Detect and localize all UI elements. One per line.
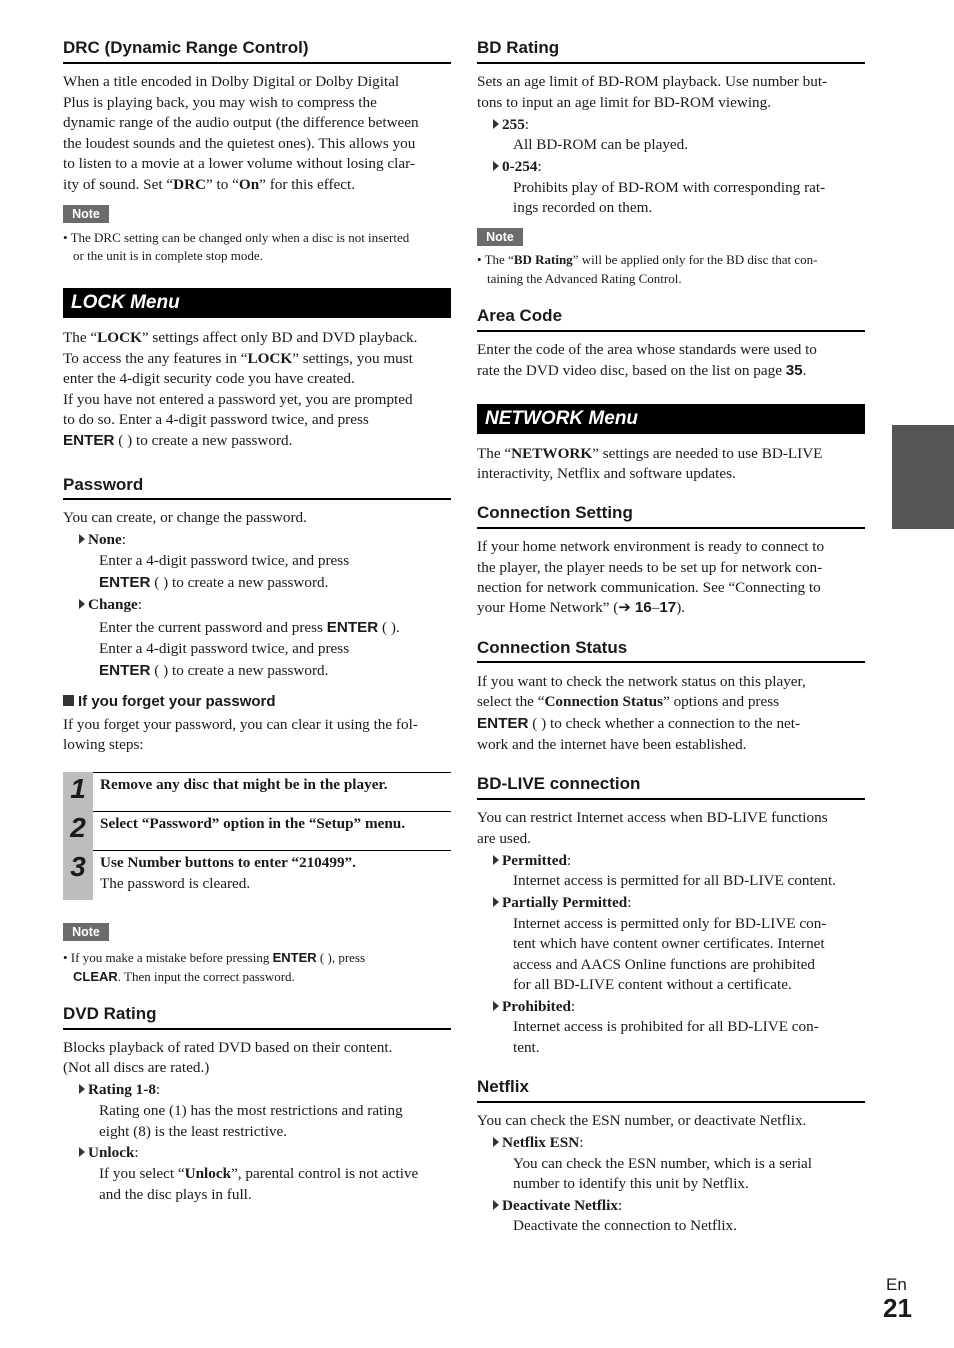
step — [63, 772, 451, 811]
bdlive-text: are used. — [477, 830, 531, 847]
page-ref: 35 — [785, 362, 803, 379]
triangle-icon — [493, 897, 499, 907]
divider — [63, 1028, 451, 1030]
lock-line: ENTER ( ) to create a new password. — [63, 431, 293, 449]
option-text: Enter a 4-digit password twice, and press — [99, 640, 350, 657]
dvd-heading: DVD Rating — [63, 1004, 157, 1023]
triangle-icon — [493, 1001, 499, 1011]
triangle-icon — [79, 1084, 85, 1094]
step — [63, 850, 451, 900]
triangle-icon — [493, 161, 499, 171]
conn-text: nection for network communication. See “Connecting to — [477, 579, 821, 596]
option-text: Internet access is permitted only for BD-LIVE con- — [513, 915, 827, 932]
option-netflix-esn: Netflix ESN: — [493, 1133, 583, 1154]
lock-line: enter the 4-digit security code you have created. — [63, 370, 355, 388]
divider — [477, 661, 865, 663]
option-0-254: 0-254: — [493, 157, 542, 178]
note-label: Note — [477, 228, 523, 246]
option-text: and the disc plays in full. — [99, 1186, 252, 1203]
conn-text: If your home network environment is ready to connect to — [477, 538, 825, 555]
connection-setting-heading: Connection Setting — [477, 503, 633, 522]
triangle-icon — [79, 599, 85, 609]
option-text: Deactivate the connection to Netflix. — [513, 1217, 737, 1234]
bdlive-heading: BD-LIVE connection — [477, 774, 641, 793]
option-text: If you select “Unlock”, parental control is not active — [99, 1165, 419, 1182]
note-label: Note — [63, 923, 109, 941]
conn-text: your Home Network” (➔ 16–17). — [477, 599, 686, 616]
note-label: Note — [63, 205, 109, 223]
area-heading: Area Code — [477, 306, 563, 325]
divider — [477, 330, 865, 332]
triangle-icon — [493, 1137, 499, 1147]
option-text: Enter the current password and press ENTER ( ). — [99, 619, 400, 636]
option-text: tent. — [513, 1039, 540, 1056]
triangle-icon — [79, 1147, 85, 1157]
drc-line: the loudest sounds and the quietest ones). This allows you — [63, 134, 416, 152]
option-text: You can check the ESN number, which is a serial — [513, 1155, 812, 1172]
option-text: Internet access is permitted for all BD-LIVE content. — [513, 872, 837, 889]
triangle-icon — [493, 1200, 499, 1210]
status-text: select the “Connection Status” options and press — [477, 693, 780, 710]
option-text: for all BD-LIVE content without a certificate. — [513, 976, 792, 993]
note-text: • The “BD Rating” will be applied only for the BD disc that con- — [477, 252, 818, 267]
square-bullet-icon — [63, 695, 74, 706]
bd-text: tons to input an age limit for BD-ROM viewing. — [477, 94, 772, 111]
network-text: interactivity, Netflix and software updates. — [477, 465, 736, 482]
option-deactivate-netflix: Deactivate Netflix: — [493, 1196, 622, 1217]
option-text: ings recorded on them. — [513, 199, 653, 216]
option-text: Internet access is prohibited for all BD-LIVE con- — [513, 1018, 819, 1035]
note-text: • If you make a mistake before pressing ENTER ( ), press — [63, 950, 366, 965]
divider — [63, 498, 451, 500]
area-text: Enter the code of the area whose standards were used to — [477, 341, 817, 358]
option-partially-permitted: Partially Permitted: — [493, 893, 631, 914]
step-text: Select “Password” option in the “Setup” menu. — [100, 815, 406, 832]
page-number: 21 — [883, 1293, 912, 1323]
drc-line: When a title encoded in Dolby Digital or Dolby Digital — [63, 73, 400, 90]
option-prohibited: Prohibited: — [493, 997, 575, 1018]
language-label: En — [886, 1275, 907, 1294]
option-permitted: Permitted: — [493, 851, 571, 872]
lock-line: The “LOCK” settings affect only BD and DVD playback. — [63, 329, 418, 346]
option-change: Change: — [79, 595, 142, 616]
lock-line: If you have not entered a password yet, you are prompted — [63, 390, 413, 408]
note-text: CLEAR. Then input the correct password. — [73, 969, 295, 984]
option-text: Prohibits play of BD-ROM with corresponding rat- — [513, 179, 826, 196]
lock-line: to do so. Enter a 4-digit password twice, and press — [63, 411, 369, 429]
step-text: Remove any disc that might be in the player. — [100, 776, 388, 793]
arrow-icon: ➔ — [618, 599, 632, 616]
drc-line: to listen to a movie at a lower volume without losing clar- — [63, 155, 415, 173]
option-text: eight (8) is the least restrictive. — [99, 1123, 288, 1140]
connection-status-heading: Connection Status — [477, 638, 628, 657]
area-text: rate the DVD video disc, based on the list on page 35. — [477, 362, 807, 379]
netflix-text: You can check the ESN number, or deactivate Netflix. — [477, 1112, 807, 1129]
option-text: Rating one (1) has the most restrictions and rating — [99, 1102, 403, 1119]
lock-line: To access the any features in “LOCK” settings, you must — [63, 349, 413, 367]
forget-heading: If you forget your password — [63, 693, 276, 710]
drc-line: ity of sound. Set “DRC” to “On” for this effect. — [63, 175, 356, 193]
bd-heading: BD Rating — [477, 38, 560, 57]
divider — [477, 1101, 865, 1103]
note-text: or the unit is in complete stop mode. — [73, 248, 263, 263]
note-text: taining the Advanced Rating Control. — [487, 271, 682, 286]
bdlive-text: You can restrict Internet access when BD-LIVE functions — [477, 809, 828, 826]
divider — [477, 798, 865, 800]
status-text: work and the internet have been established. — [477, 736, 747, 753]
dvd-text: Blocks playback of rated DVD based on their content. — [63, 1039, 393, 1056]
step-text: Use Number buttons to enter “210499”. — [100, 854, 356, 871]
drc-line: Plus is playing back, you may wish to compress the — [63, 93, 377, 111]
password-intro: You can create, or change the password. — [63, 509, 307, 526]
option-text: number to identify this unit by Netflix. — [513, 1175, 749, 1192]
bd-text: Sets an age limit of BD-ROM playback. Use number but- — [477, 73, 828, 90]
option-unlock: Unlock: — [79, 1143, 139, 1164]
step-number: 3 — [63, 850, 93, 900]
option-text: tent which have content owner certificates. Internet — [513, 935, 825, 952]
conn-text: the player, the player needs to be set up for network con- — [477, 559, 823, 576]
triangle-icon — [493, 855, 499, 865]
option-rating: Rating 1-8: — [79, 1080, 160, 1101]
step-number: 2 — [63, 811, 93, 850]
option-none: None: — [79, 530, 126, 551]
option-text: All BD-ROM can be played. — [513, 136, 689, 153]
option-text: Enter a 4-digit password twice, and press — [99, 552, 350, 569]
divider — [63, 62, 451, 64]
forget-text: lowing steps: — [63, 736, 144, 753]
forget-text: If you forget your password, you can clear it using the fol- — [63, 716, 418, 733]
option-text: ENTER ( ) to create a new password. — [99, 662, 329, 679]
dvd-text: (Not all discs are rated.) — [63, 1059, 210, 1076]
password-heading: Password — [63, 475, 144, 494]
network-menu-bar: NETWORK Menu — [477, 404, 865, 434]
netflix-heading: Netflix — [477, 1077, 529, 1096]
status-text: If you want to check the network status on this player, — [477, 673, 806, 690]
drc-heading: DRC (Dynamic Range Control) — [63, 38, 309, 57]
triangle-icon — [493, 119, 499, 129]
side-tab — [892, 425, 954, 529]
step-number: 1 — [63, 772, 93, 811]
drc-line: dynamic range of the audio output (the difference between — [63, 114, 419, 132]
note-text: • The DRC setting can be changed only when a disc is not inserted — [63, 230, 410, 245]
step-subtext: The password is cleared. — [100, 875, 251, 892]
status-text: ENTER ( ) to check whether a connection to the net- — [477, 715, 801, 732]
triangle-icon — [79, 534, 85, 544]
lock-menu-bar: LOCK Menu — [63, 288, 451, 318]
option-255: 255: — [493, 115, 529, 136]
enter-key: ENTER — [63, 431, 115, 449]
option-text: ENTER ( ) to create a new password. — [99, 574, 329, 591]
divider — [477, 62, 865, 64]
option-text: access and AACS Online functions are prohibited — [513, 956, 815, 973]
divider — [477, 527, 865, 529]
step — [63, 811, 451, 850]
network-text: The “NETWORK” settings are needed to use BD-LIVE — [477, 445, 823, 462]
